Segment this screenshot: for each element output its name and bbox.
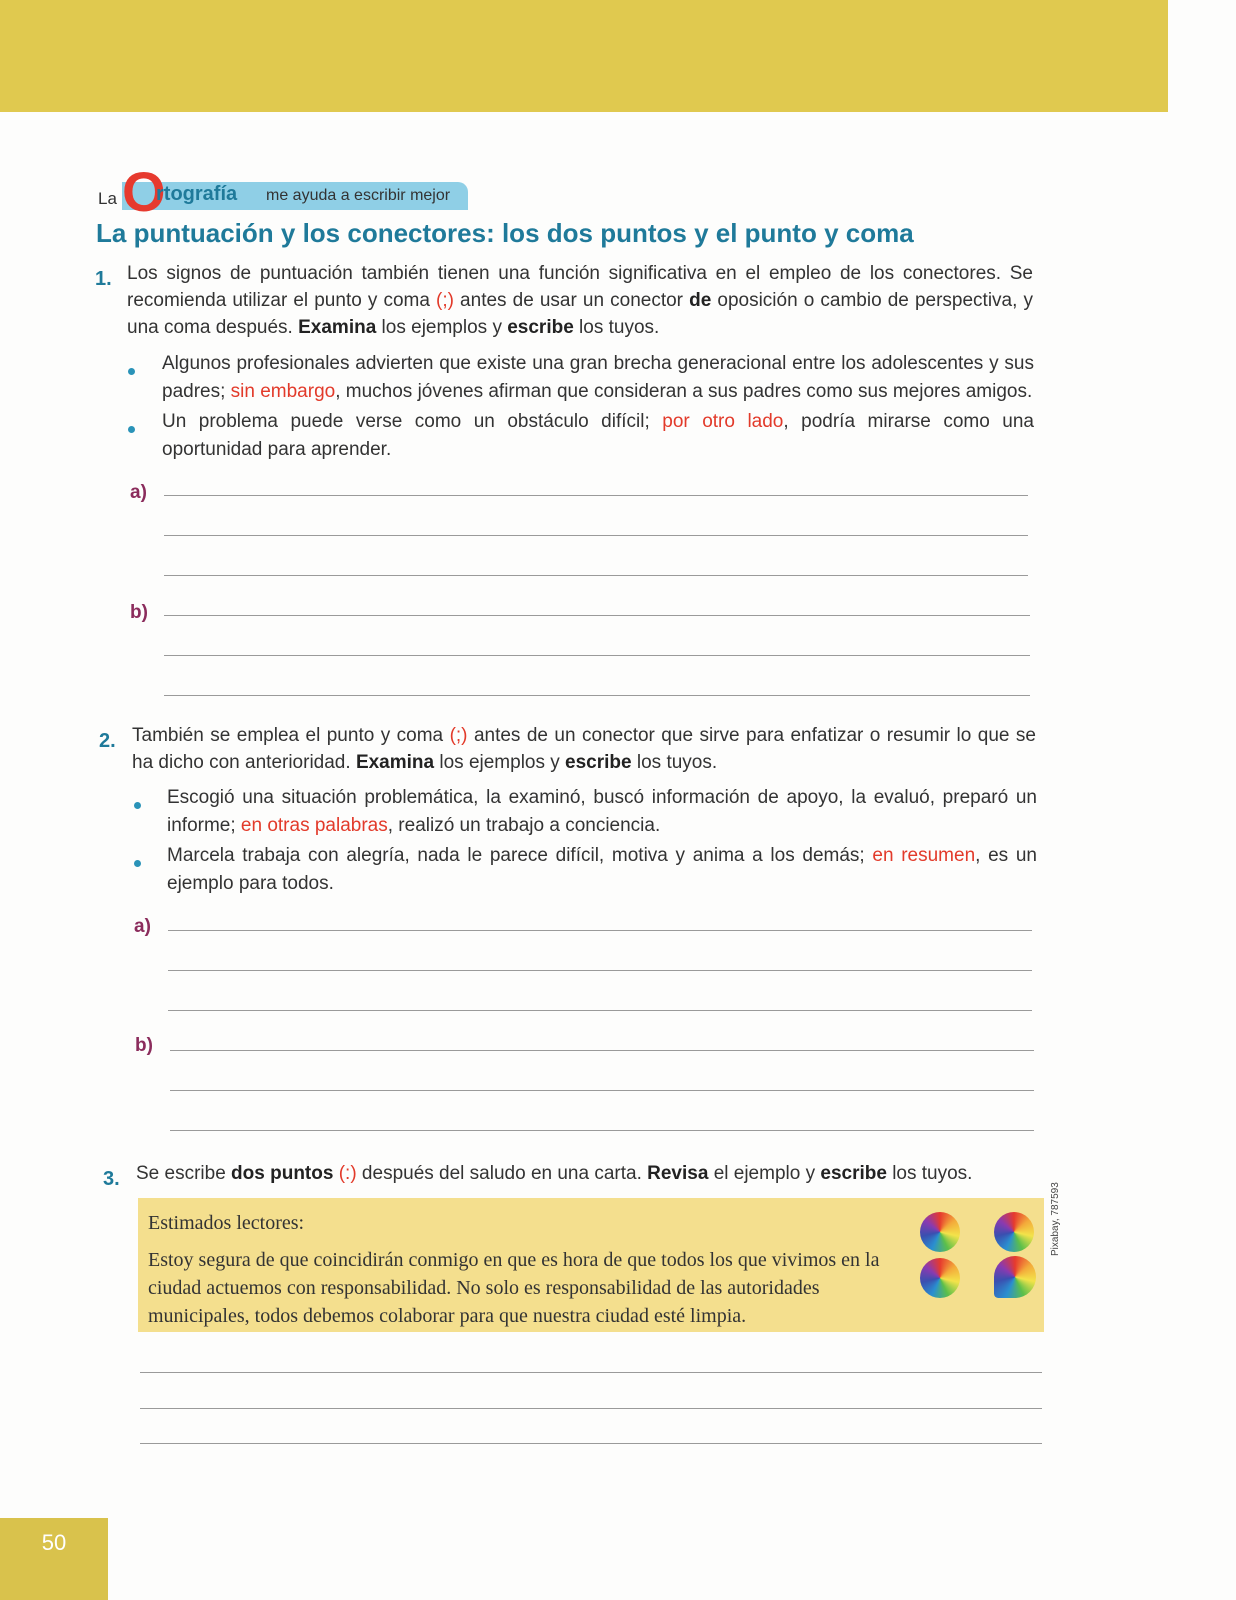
section-banner xyxy=(94,160,474,223)
exercise-1-example-2: Un problema puede verse como un obstáculo difícil; por otro lado, podría mirarse como una oportunidad para aprender. xyxy=(162,411,1035,460)
semicolon-dot-icon xyxy=(994,1212,1034,1252)
answer-line[interactable] xyxy=(168,1010,1032,1011)
colon-dot-top-icon xyxy=(920,1212,960,1252)
answer-line[interactable] xyxy=(140,1408,1042,1409)
exercise-2-example-2: Marcela trabaja con alegría, nada le parece difícil, motiva y anima a los demás; en resumen, es un ejemplo para todos. xyxy=(167,845,1037,894)
answer-line[interactable] xyxy=(170,1050,1034,1051)
bullet-dot xyxy=(134,860,141,867)
letter-example xyxy=(138,1198,1044,1332)
answer-label-b: b) xyxy=(130,602,148,623)
answer-line[interactable] xyxy=(140,1372,1042,1373)
bullet-dot xyxy=(128,368,135,375)
answer-label-a: a) xyxy=(134,916,151,937)
banner-tagline: me ayuda a escribir mejor xyxy=(266,187,451,204)
answer-line[interactable] xyxy=(140,1443,1042,1444)
page-title: La puntuación y los conectores: los dos puntos y el punto y coma xyxy=(96,218,914,248)
answer-line[interactable] xyxy=(164,695,1030,696)
banner-big-letter: O xyxy=(122,160,166,223)
banner-orto: rtografía xyxy=(156,183,238,205)
answer-label-a: a) xyxy=(130,482,147,503)
exercise-3-instructions: Se escribe dos puntos (:) después del saludo en una carta. Revisa el ejemplo y escribe los tuyos. xyxy=(136,1163,973,1184)
answer-line[interactable] xyxy=(164,615,1030,616)
banner-la: La xyxy=(98,189,117,208)
answer-line[interactable] xyxy=(164,535,1028,536)
exercise-1-example-1: Algunos profesionales advierten que existe una gran brecha generacional entre los adolescentes y sus padres; sin embargo, muchos jóvenes afirman que consideran a sus padres como sus mejores amigos. xyxy=(162,353,1034,402)
answer-line[interactable] xyxy=(164,655,1030,656)
exercise-1-instructions: Los signos de puntuación también tienen una función significativa en el empleo de los conectores. Se recomienda utilizar el punto y coma (;) antes de usar un conector de oposición o cambio de perspectiva, y una coma después. Examina los ejemplos y escribe los tuyos. xyxy=(127,263,1033,338)
answer-line[interactable] xyxy=(164,575,1028,576)
answer-label-b: b) xyxy=(135,1035,153,1056)
exercise-2-number: 2. xyxy=(99,730,116,752)
exercise-2-instructions: También se emplea el punto y coma (;) antes de un conector que sirve para enfatizar o resumir lo que se ha dicho con anterioridad. Examina los ejemplos y escribe los tuyos. xyxy=(132,725,1036,773)
colon-dot-bottom-icon xyxy=(920,1258,960,1298)
image-credit: Pixabay, 787593 xyxy=(1050,1182,1061,1256)
exercise-3-number: 3. xyxy=(103,1168,120,1190)
answer-line[interactable] xyxy=(164,495,1028,496)
header-band xyxy=(0,0,1168,112)
answer-line[interactable] xyxy=(170,1130,1034,1131)
letter-greeting: Estimados lectores: xyxy=(148,1212,305,1234)
answer-line[interactable] xyxy=(168,970,1032,971)
exercise-1-number: 1. xyxy=(95,268,112,290)
answer-line[interactable] xyxy=(168,930,1032,931)
exercise-2-example-1: Escogió una situación problemática, la examinó, buscó información de apoyo, la evaluó, preparó un informe; en otras palabras, realizó un trabajo a conciencia. xyxy=(167,787,1037,836)
letter-body: Estoy segura de que coincidirán conmigo en que es hora de que todos los que vivimos en la ciudad actuemos con responsabilidad. No solo es responsabilidad de las autoridades municipales, todos debemos colaborar para que nuestra ciudad esté limpia. xyxy=(148,1249,880,1327)
answer-line[interactable] xyxy=(170,1090,1034,1091)
page-number: 50 xyxy=(41,1530,67,1555)
semicolon-comma-icon xyxy=(994,1256,1036,1298)
bullet-dot xyxy=(134,802,141,809)
bullet-dot xyxy=(128,426,135,433)
